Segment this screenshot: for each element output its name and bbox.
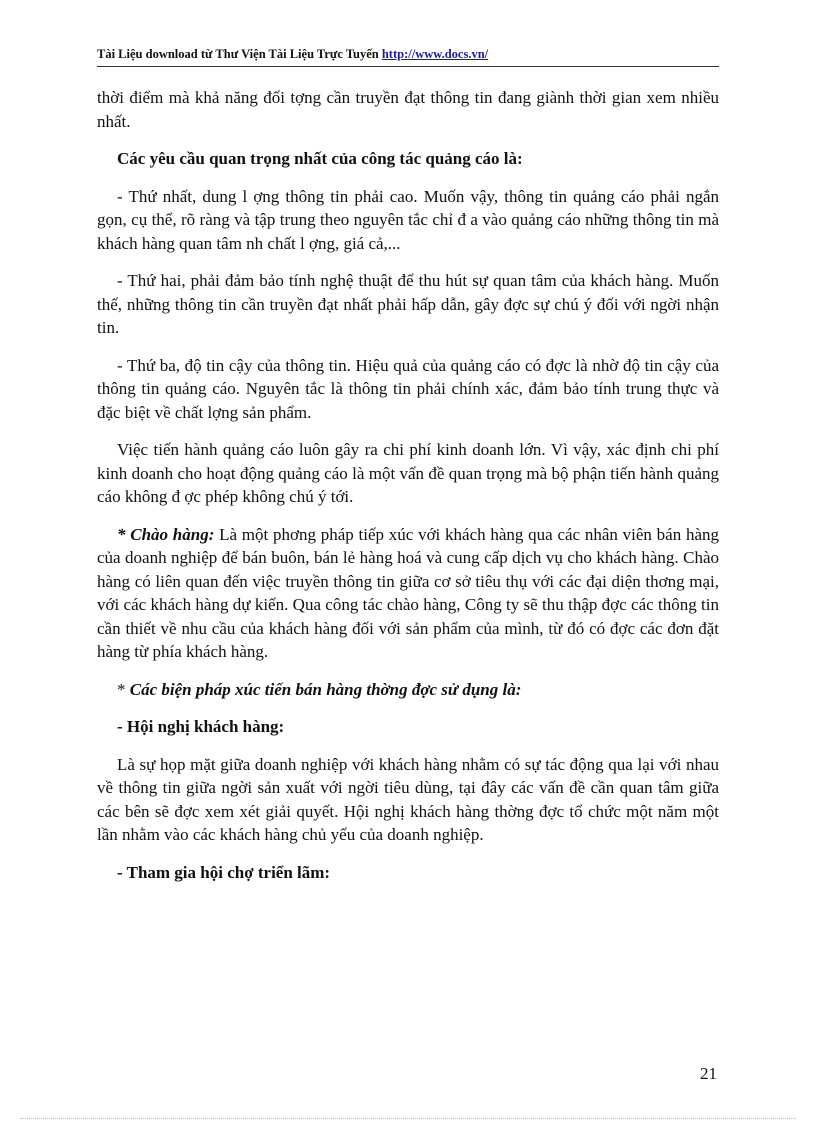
header-rule <box>97 66 719 67</box>
heading-customer-conference: - Hội nghị khách hàng: <box>117 717 285 736</box>
chao-hang-body: Là một phơng pháp tiếp xúc với khách hàng qua các nhân viên bán hàng của doanh nghiệp để bán buôn, bán lẻ hàng hoá và cung cấp dịch vụ cho khách hàng. Chào hàng có liên quan đến việc truyền thông tin giữa cơ sở tiêu thụ với các đại diện thơng mại, với các khách hàng dự kiến. Qua công tác chào hàng, Công ty sẽ thu thập đợc các thông tin cần thiết về nhu cầu của khách hàng đối với sản phẩm của mình, từ đó có đợc các đơn đặt hàng từ phía khách hàng. <box>97 524 719 661</box>
paragraph-first-requirement: - Thứ nhất, dung l ợng thông tin phải cao. Muốn vậy, thông tin quảng cáo phải ngắn gọn, cụ thể, rõ ràng và tập trung theo nguyên tắc chỉ đ a vào quảng cáo những thông tin mà khách hàng quan tâm nh chất l ợng, giá cả,... <box>97 186 719 253</box>
header-text: Tài Liệu download từ Thư Viện Tài Liệu Trực Tuyến <box>97 47 382 61</box>
header-link[interactable]: http://www.docs.vn/ <box>381 47 489 61</box>
paragraph-second-requirement: - Thứ hai, phải đảm bảo tính nghệ thuật để thu hút sự quan tâm của khách hàng. Muốn thế, những thông tin cần truyền đạt nhất phải hấp dẫn, gây đợc sự chú ý đối với ngời nhận tin. <box>97 271 719 337</box>
heading-trade-fair: - Tham gia hội chợ triển lãm: <box>117 862 331 882</box>
paragraph-customer-conference: Là sự họp mặt giữa doanh nghiệp với khách hàng nhằm có sự tác động qua lại với nhau về thông tin giữa ngời sản xuất với ngời tiêu dùng, tại đây các vấn đề cần quan tâm giữa các bên sẽ đợc xem xét giải quyết. Hội nghị khách hàng thờng đợc tổ chức một năm một lần nhằm vào các khách hàng chủ yếu của doanh nghiệp. <box>97 754 719 844</box>
paragraph-third-requirement: - Thứ ba, độ tin cậy của thông tin. Hiệu quả của quảng cáo có đợc là nhờ độ tin cậy của thông tin quảng cáo. Nguyên tắc là thông tin phải chính xác, đảm bảo tính trung thực và đặc biệt về chất lợng sản phẩm. <box>97 355 719 422</box>
sales-promotion-star: * <box>117 679 130 699</box>
chao-hang-lead: * Chào hàng: <box>117 524 215 544</box>
page-header <box>97 47 737 62</box>
page-number: 21 <box>700 1064 717 1083</box>
page-bottom-border <box>20 1118 796 1119</box>
section-heading-requirements: Các yêu cầu quan trọng nhất của công tác quảng cáo là: <box>117 149 523 168</box>
sales-promotion-heading: Các biện pháp xúc tiến bán hàng thờng đợc sử dụng là: <box>129 679 522 699</box>
paragraph-sales-promotion <box>97 678 719 702</box>
document-body <box>97 86 719 898</box>
paragraph-chao-hang <box>97 523 719 664</box>
paragraph-continuation: thời điểm mà khả năng đối tợng cần truyền đạt thông tin đang giành thời gian xem nhiều nhất. <box>97 88 719 131</box>
paragraph-advertising-cost: Việc tiến hành quảng cáo luôn gây ra chi phí kinh doanh lớn. Vì vậy, xác định chi phí kinh doanh cho hoạt động quảng cáo là một vấn đề quan trọng mà bộ phận tiến hành quảng cáo không đ ợc phép không chú ý tới. <box>97 440 719 506</box>
